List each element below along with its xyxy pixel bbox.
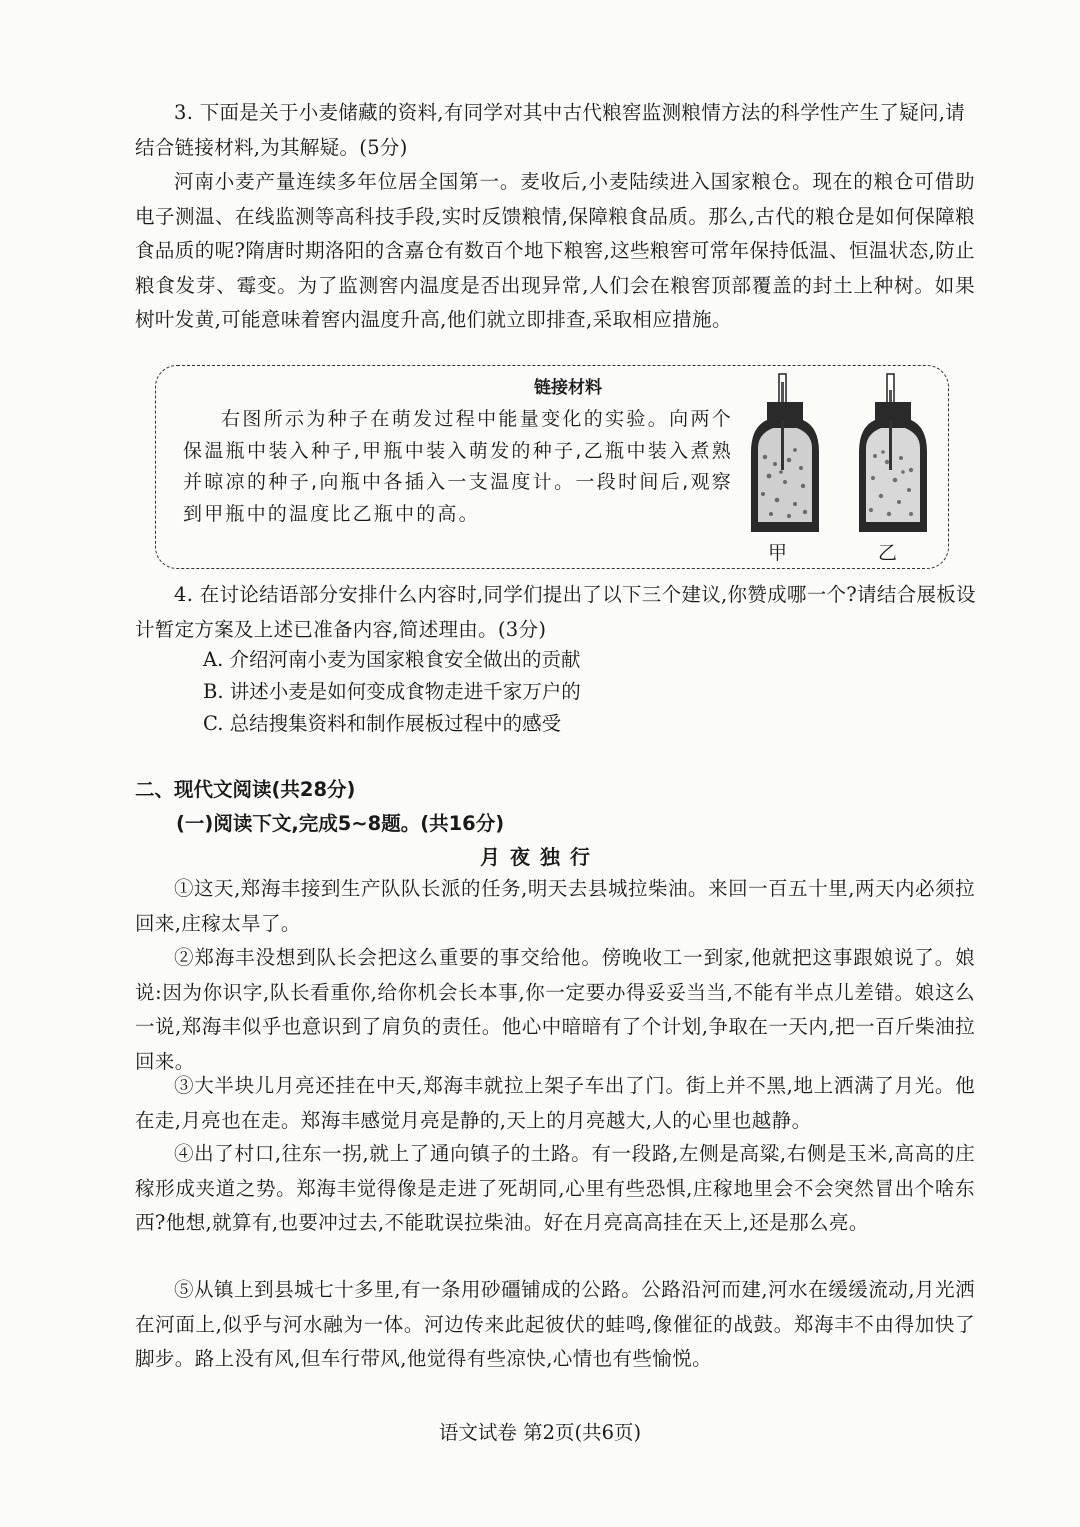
section-2-subheading: (一)阅读下文,完成5~8题。(共16分) <box>176 812 505 835</box>
section-2-heading: 二、现代文阅读(共28分) <box>135 778 356 801</box>
question-3-passage: 河南小麦产量连续多年位居全国第一。麦收后,小麦陆续进入国家粮仓。现在的粮仓可借助电子测温、在线监测等高科技手段,实时反馈粮情,保障粮食品质。那么,古代的粮仓是如何保障粮食品质的呢?隋唐时期洛阳的含嘉仓有数百个地下粮窖,这些粮窖可常年保持低温、恒温状态,防止粮食发芽、霉变。为了监测窖内温度是否出现异常,人们会在粮窖顶部覆盖的封土上种树。如果树叶发黄,可能意味着窖内温度升高,他们就立即排查,采取相应措施。 <box>135 170 975 331</box>
flask-a-label: 甲 <box>768 542 788 564</box>
article-paragraph-1: ①这天,郑海丰接到生产队队长派的任务,明天去县城拉柴油。来回一百五十里,两天内必须拉回来,庄稼太旱了。 <box>135 877 975 935</box>
article-paragraph-5: ⑤从镇上到县城七十多里,有一条用砂礓铺成的公路。公路沿河而建,河水在缓缓流动,月光洒在河面上,似乎与河水融为一体。河边传来此起彼伏的蛙鸣,像催征的战鼓。郑海丰不由得加快了脚步。路上没有风,但车行带风,他觉得有些凉快,心情也有些愉悦。 <box>135 1278 975 1370</box>
article-paragraph-4: ④出了村口,往东一拐,就上了通向镇子的土路。有一段路,左侧是高粱,右侧是玉米,高高的庄稼形成夹道之势。郑海丰觉得像是走进了死胡同,心里有些恐惧,庄稼地里会不会突然冒出个啥东西?他想,就算有,也要冲过去,不能耽误拉柴油。好在月亮高高挂在天上,还是那么亮。 <box>135 1142 975 1234</box>
page-footer: 语文试卷 第2页(共6页) <box>438 1421 642 1444</box>
link-material-text: 右图所示为种子在萌发过程中能量变化的实验。向两个保温瓶中装入种子,甲瓶中装入萌发的种子,乙瓶中装入煮熟并晾凉的种子,向瓶中各插入一支温度计。一段时间后,观察到甲瓶中的温度比乙瓶中的高。 <box>183 408 733 525</box>
question-3-stem: 3. 下面是关于小麦储藏的资料,有同学对其中古代粮窖监测粮情方法的科学性产生了疑问,请结合链接材料,为其解疑。(5分) <box>135 101 966 159</box>
article-paragraph-2: ②郑海丰没想到队长会把这么重要的事交给他。傍晚收工一到家,他就把这事跟娘说了。娘说:因为你识字,队长看重你,给你机会长本事,你一定要办得妥妥当当,不能有半点儿差错。娘这么一说,郑海丰似乎也意识到了肩负的责任。他心中暗暗有了个计划,争取在一天内,把一百斤柴油拉回来。 <box>135 946 975 1073</box>
article-paragraph-3: ③大半块儿月亮还挂在中天,郑海丰就拉上架子车出了门。街上并不黑,地上洒满了月光。他在走,月亮也在走。郑海丰感觉月亮是静的,天上的月亮越大,人的心里也越静。 <box>135 1074 975 1132</box>
option-b: B. 讲述小麦是如何变成食物走进千家万户的 <box>203 680 581 703</box>
option-c: C. 总结搜集资料和制作展板过程中的感受 <box>203 712 562 735</box>
option-a: A. 介绍河南小麦为国家粮食安全做出的贡献 <box>203 648 581 671</box>
thermos-flask-b-icon <box>853 372 933 537</box>
thermos-flask-a-icon <box>745 372 825 537</box>
article-title: 月夜独行 <box>480 845 600 869</box>
question-4-stem: 4. 在讨论结语部分安排什么内容时,同学们提出了以下三个建议,你赞成哪一个?请结合展板设计暂定方案及上述已准备内容,简述理由。(3分) <box>135 583 976 641</box>
flask-b-label: 乙 <box>878 542 898 564</box>
link-material-title: 链接材料 <box>534 378 602 398</box>
